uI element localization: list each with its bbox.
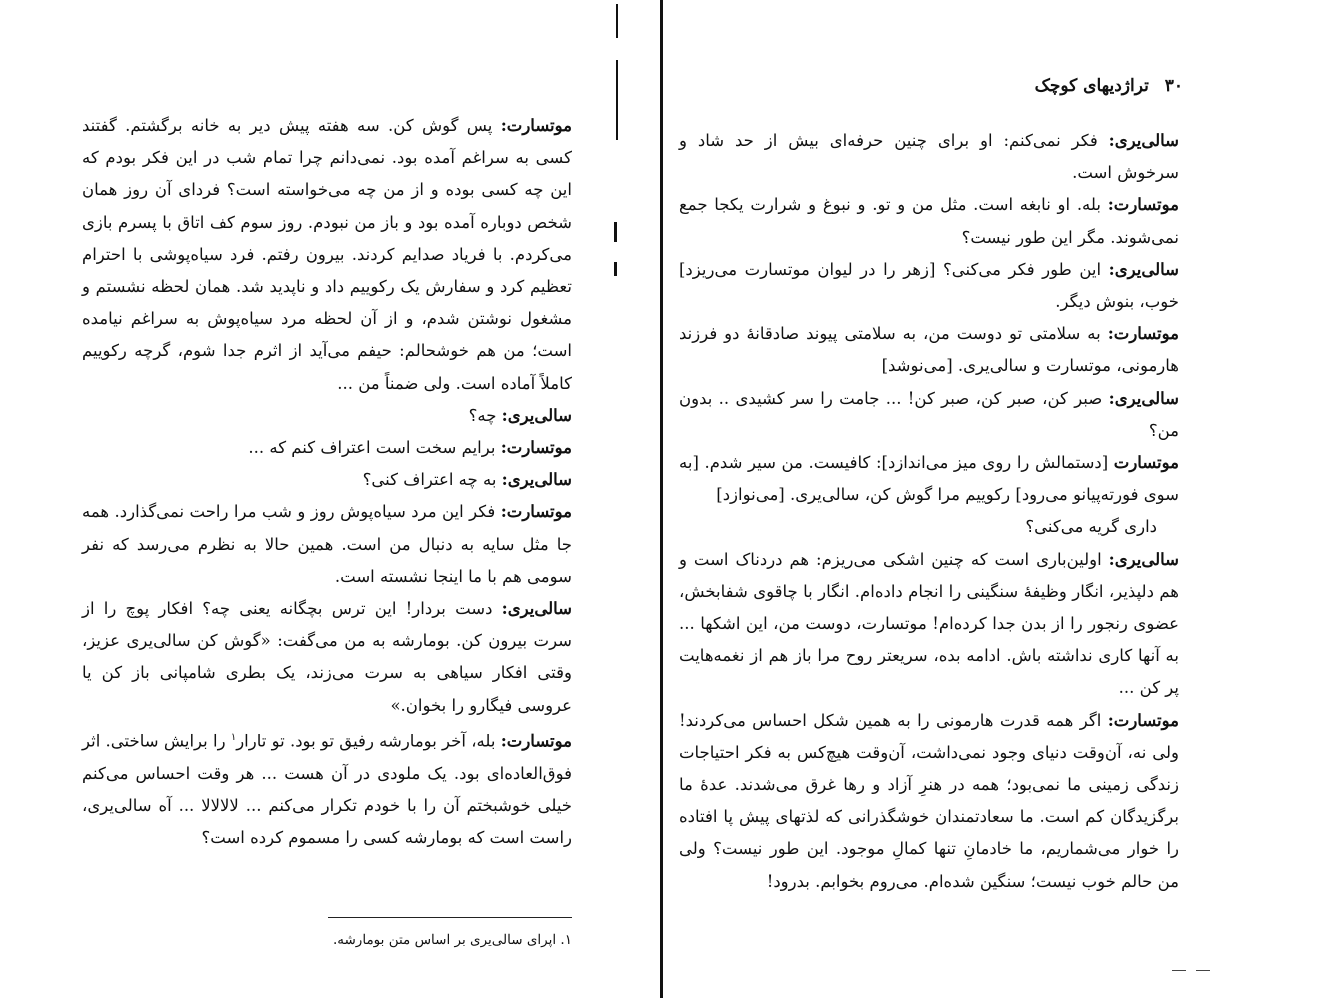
dialogue-line: [82, 432, 572, 464]
dialogue-line: [82, 593, 572, 722]
speaker-name: سالی‌یری:: [1108, 549, 1179, 569]
book-title: تراژدیهای کوچک: [1034, 76, 1149, 96]
dialogue-text: بله، آخر بومارشه رفیق تو بود. تو تارار: [236, 731, 496, 751]
left-page-text: [82, 110, 572, 854]
dialogue-text: دست بردار! این ترس بچگانه یعنی چه؟ افکار پوچ را از سرت بیرون کن. بومارشه به من می‌گفت: «گوش کن سالی‌یری عزیز، وقتی افکار سیاهی به سرت می‌زند، یک بطری شامپانی باز کن یا عروسی فیگارو را بخوان.»: [82, 599, 572, 715]
speaker-name: سالی‌یری:: [501, 599, 573, 619]
dialogue-text: چه؟: [468, 405, 497, 425]
dialogue-text: این طور فکر می‌کنی؟ [زهر را در لیوان موتسارت می‌ریزد] خوب، بنوش دیگر.: [679, 259, 1179, 312]
speaker-name: موتسارت:: [500, 116, 573, 135]
dialogue-line: [82, 464, 572, 496]
footnote-marker: ۱: [230, 731, 237, 743]
dialogue-text: به چه اعتراف کنی؟: [362, 470, 497, 490]
right-page-text: [679, 125, 1179, 898]
dialogue-line: [679, 254, 1179, 318]
footnote: ۱. اپرای سالی‌یری بر اساس متن بومارشه.: [332, 932, 572, 948]
dialogue-text: اولین‌باری است که چنین اشکی می‌ریزم: هم دردناک است و هم دلپذیر، انگار وظیفهٔ سنگینی را انجام داده‌ام. انگار با چاقوی شفابخش، عضوی رنجور را از بدن جدا کرده‌ام! موتسارت، دوست من، این اشکها ... به آنها کاری نداشته باش. ادامه بده، سریعتر روح مرا باز هم از نغمه‌هایت پر کن ...: [679, 549, 1179, 698]
dialogue-text: فکر نمی‌کنم: او برای چنین حرفه‌ای بیش از حد شاد و سرخوش است.: [679, 131, 1179, 183]
page-edge-mark: [1172, 970, 1186, 971]
speaker-name: سالی‌یری:: [1108, 259, 1180, 279]
dialogue-line: [82, 496, 572, 593]
dialogue-line: [679, 189, 1179, 253]
speaker-name: موتسارت:: [1107, 195, 1180, 215]
dialogue-text: را برایش ساختی. اثر فوق‌العاده‌ای بود. یک ملودی در آن هست ... هر وقت احساس می‌کنم خیلی خوشبختم آن را با خودم تکرار می‌کنم ... لالالالا ... آه سالی‌یری، راست است که بومارشه کسی را مسموم کرده است؟: [82, 731, 572, 847]
dialogue-text: [دستمالش را روی میز می‌اندازد]: کافیست. من سیر شدم. [به سوی فورته‌پیانو می‌رود] رکوییم مرا گوش کن، سالی‌یری. [می‌نوازد]: [679, 453, 1179, 505]
dialogue-line: [679, 544, 1179, 705]
dialogue-line: [82, 722, 572, 854]
margin-mark: [616, 4, 618, 38]
footnote-rule: [328, 917, 572, 918]
dialogue-text: داری گریه می‌کنی؟: [1025, 517, 1157, 537]
dialogue-line: [82, 110, 572, 400]
dialogue-line: [679, 318, 1179, 382]
speaker-name: موتسارت:: [1107, 710, 1179, 730]
speaker-name: موتسارت: [1113, 453, 1179, 473]
dialogue-line: [679, 447, 1179, 511]
margin-mark: [616, 60, 618, 140]
dialogue-line: [679, 511, 1179, 543]
page-gutter: [660, 0, 663, 998]
page-edge-mark: [1196, 970, 1210, 971]
dialogue-text: صبر کن، صبر کن، صبر کن! ... جامت را سر کشیدی .. بدون من؟: [679, 388, 1179, 440]
dialogue-text: فکر این مرد سیاه‌پوش روز و شب مرا راحت نمی‌گذارد. همه جا مثل سایه به دنبال من است. همین حالا به نظرم می‌رسد که نفر سومی هم با ما اینجا نشسته است.: [82, 502, 572, 586]
speaker-name: موتسارت:: [500, 438, 572, 458]
dialogue-text: به سلامتی تو دوست من، به سلامتی پیوند صادقانهٔ دو فرزند هارمونی، موتسارت و سالی‌یری. [می‌نوشد]: [679, 324, 1179, 376]
speaker-name: موتسارت:: [500, 502, 573, 522]
dialogue-text: بله. او نابغه است. مثل من و تو. و نبوغ و شرارت یکجا جمع نمی‌شوند. مگر این طور نیست؟: [679, 195, 1179, 247]
dialogue-text: پس گوش کن. سه هفته پیش دیر به خانه برگشتم. گفتند کسی به سراغم آمده بود. نمی‌دانم چرا تمام شب در این فکر بودم که این چه کسی بوده و از من چه می‌خواسته است؟ فردای آن روز همان شخص دوباره آمده بود و باز من نبودم. روز سوم کف اتاق با پسرم بازی می‌کردم. با فریاد صدایم کردند. بیرون رفتم. فرد سیاه‌پوشی با احترام تعظیم کرد و سفارش یک رکوییم داد و ناپدید شد. همان لحظه نشستم و مشغول نوشتن شدم، و از آن لحظه مرد سیاه‌پوش به سراغم نیامده است؛ من هم خوشحالم: حیفم می‌آید از اثرم جدا شوم، گرچه رکوییم کاملاً آماده است. ولی ضمناً من ...: [82, 116, 572, 393]
running-header: [1035, 76, 1183, 96]
dialogue-line: [82, 400, 572, 432]
speaker-name: سالی‌یری:: [501, 470, 572, 490]
page-number: ۳۰: [1164, 76, 1183, 96]
dialogue-line: [679, 125, 1179, 189]
speaker-name: موتسارت:: [500, 731, 572, 751]
dialogue-text: اگر همه قدرت هارمونی را به همین شکل احساس می‌کردند! ولی نه، آن‌وقت دنیای وجود نمی‌داشت، آن‌وقت هیچ‌کس به فکر احتیاجات زندگی زمینی ما نمی‌بود؛ همه در هنرِ آزاد و رها غرق می‌شدند. عدهٔ ما برگزیدگان کم است. ما سعادتمندان خوشگذرانی که لذتهای پیش پا افتاده را خوار می‌شماریم، ما خادمانِ تنها کمالِ موجود. این طور نیست؟ ولی من حالم خوب نیست؛ سنگین شده‌ام. می‌روم بخوابم. بدرود!: [679, 710, 1179, 891]
speaker-name: سالی‌یری:: [501, 405, 572, 425]
speaker-name: موتسارت:: [1107, 324, 1180, 344]
right-page: [666, 0, 1321, 998]
speaker-name: سالی‌یری:: [1108, 131, 1179, 150]
dialogue-text: برایم سخت است اعتراف کنم که ...: [248, 438, 496, 458]
dialogue-line: [679, 383, 1179, 447]
dialogue-line: [679, 705, 1179, 898]
left-page: [0, 0, 660, 998]
margin-mark: [614, 222, 617, 242]
margin-mark: [614, 262, 617, 276]
speaker-name: سالی‌یری:: [1108, 388, 1179, 408]
